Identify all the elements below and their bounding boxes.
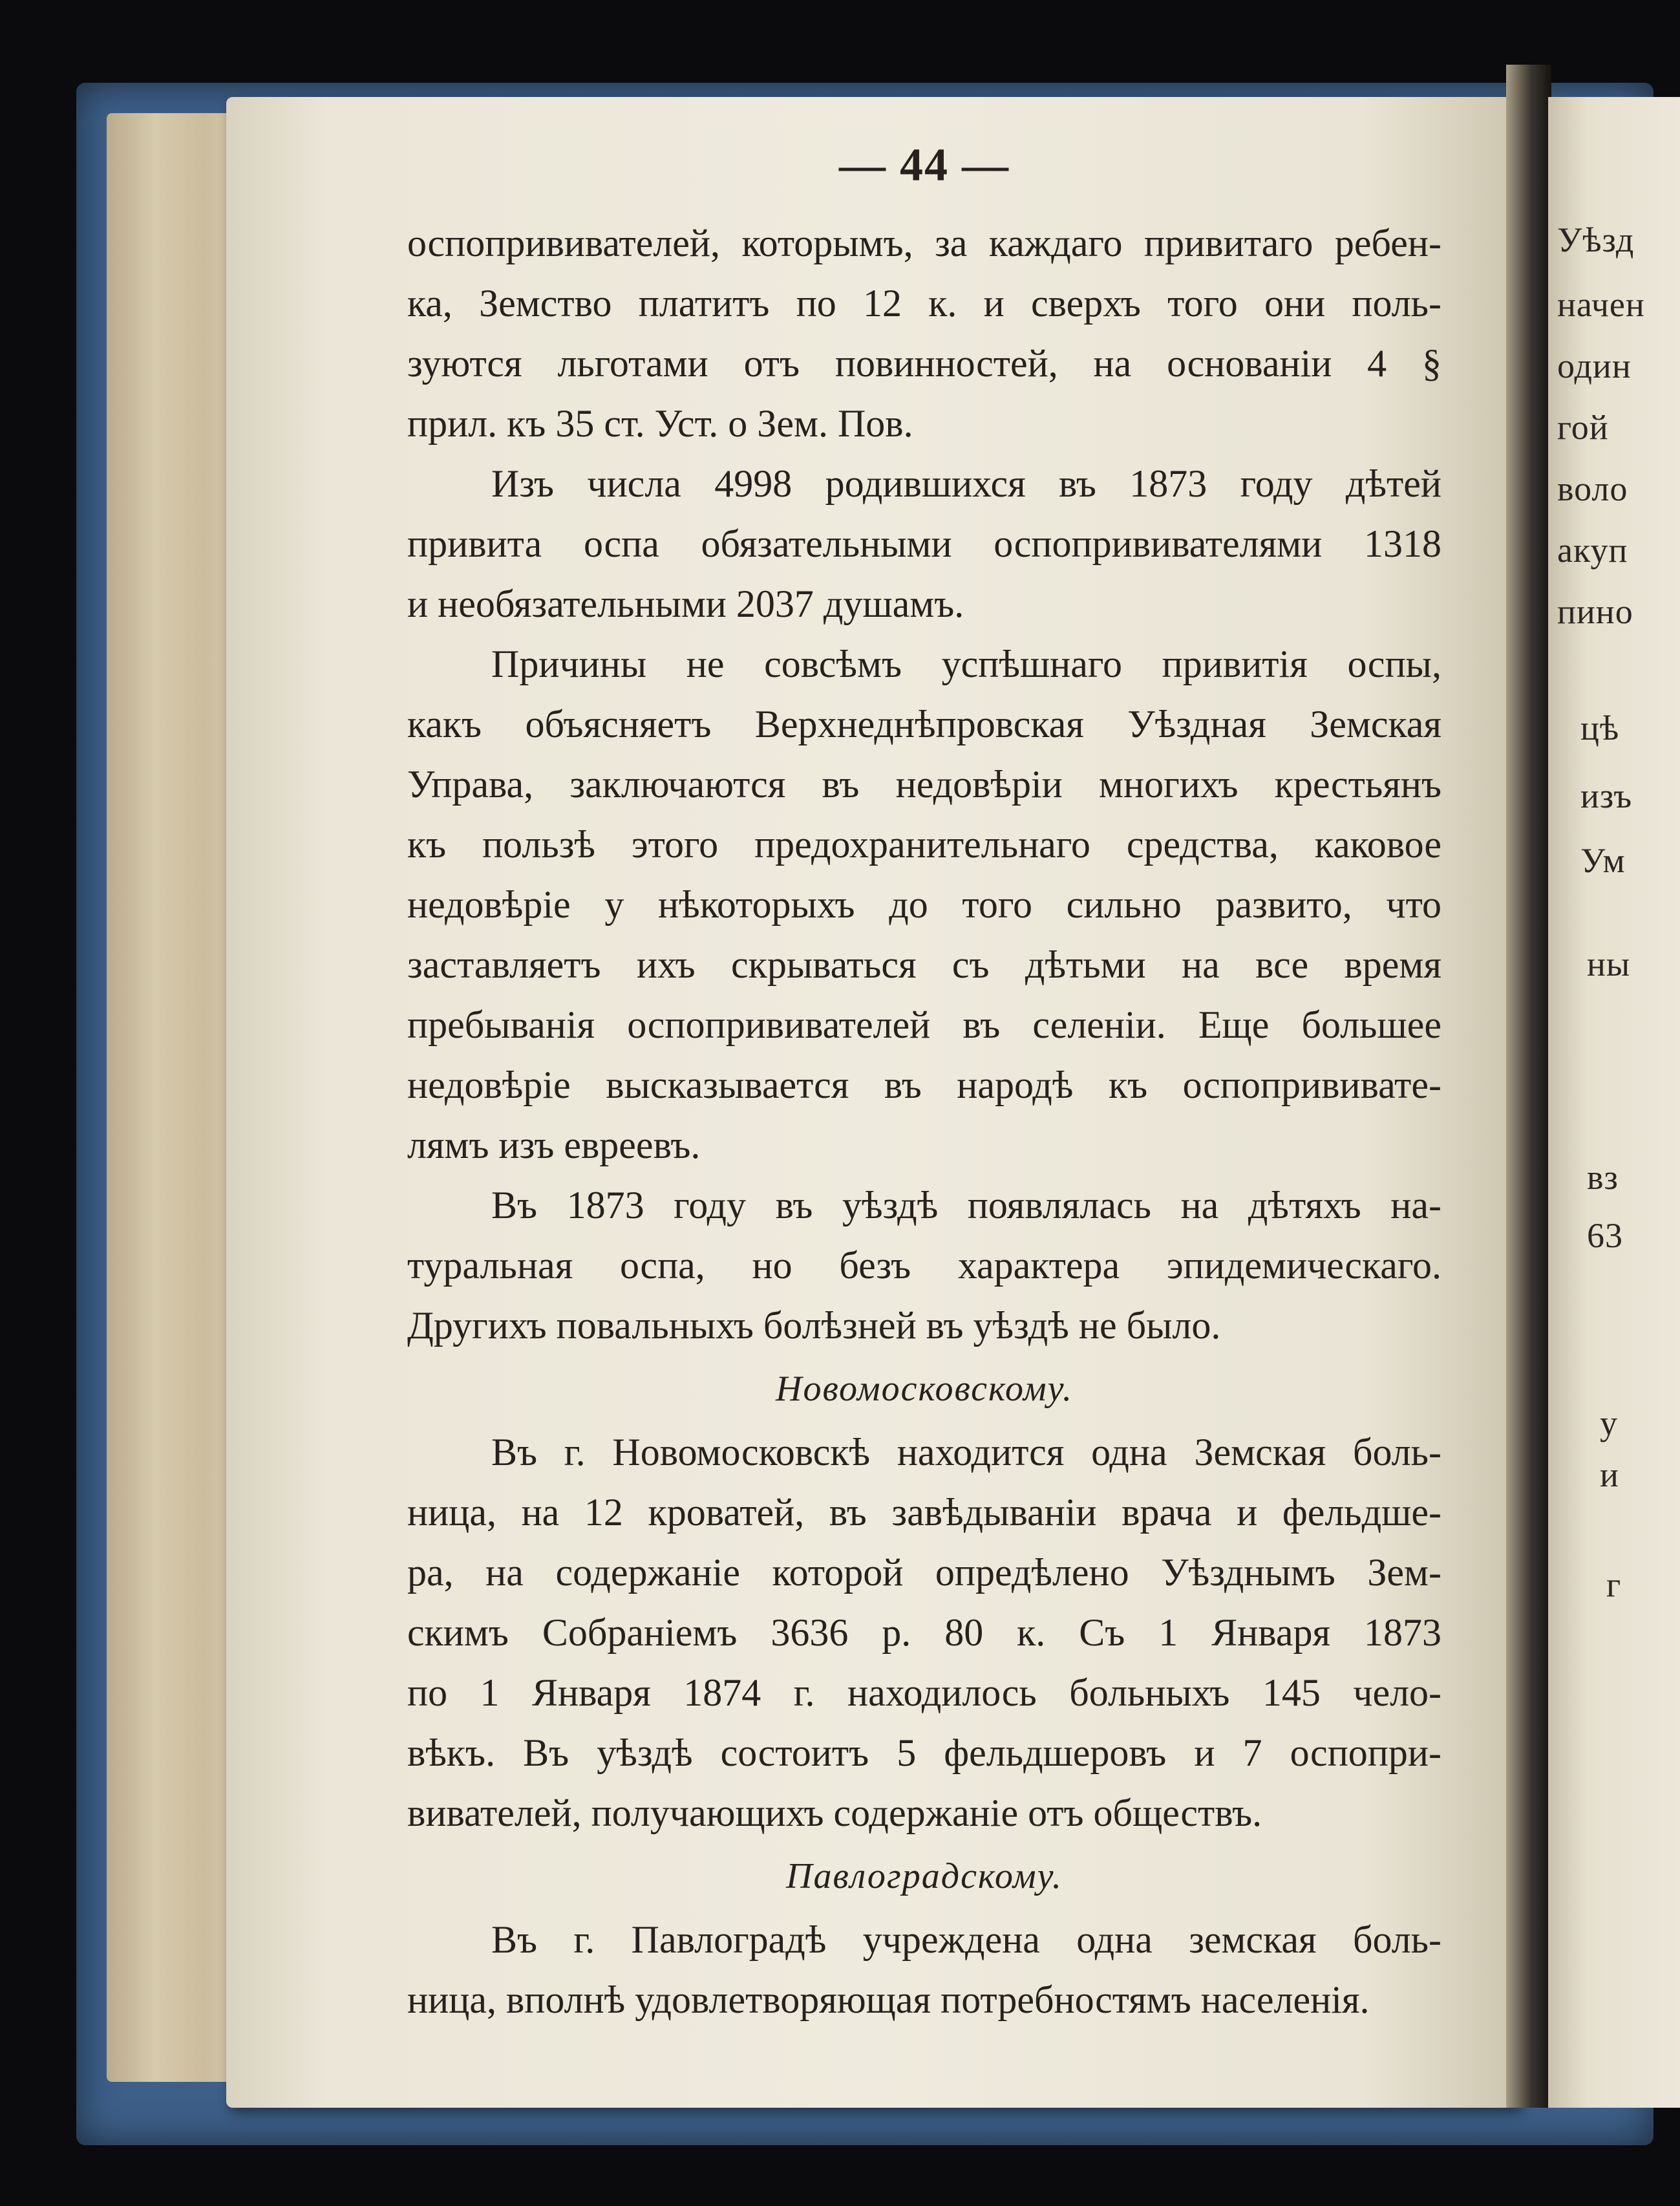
facing-fragment: ны — [1587, 945, 1631, 983]
text-line: вѣкъ. Въ уѣздѣ состоитъ 5 фельдшеровъ и 7 оспопри- — [407, 1731, 1441, 1774]
paragraph — [407, 454, 1441, 634]
text-line: лямъ изъ евреевъ. — [407, 1124, 701, 1166]
text-line: ра, на содержаніе которой опредѣлено Уѣзднымъ Зем- — [407, 1551, 1441, 1594]
facing-fragment: Ум — [1580, 841, 1626, 880]
text-line: ница, вполнѣ удовлетворяющая потребностямъ населенія. — [407, 1978, 1370, 2021]
text-line: Въ 1873 году въ уѣздѣ появлялась на дѣтяхъ на- — [491, 1184, 1441, 1226]
text-line: туральная оспа, но безъ характера эпидемическаго. — [407, 1244, 1441, 1287]
text-line: Въ г. Павлоградѣ учреждена одна земская боль- — [491, 1918, 1441, 1961]
paragraph — [407, 1422, 1441, 1843]
text-line: прил. къ 35 ст. Уст. о Зем. Пов. — [407, 402, 913, 445]
text-line: скимъ Собраніемъ 3636 р. 80 к. Съ 1 Января 1873 — [407, 1611, 1441, 1654]
facing-fragment: начен — [1557, 285, 1645, 324]
facing-fragment: гой — [1557, 408, 1609, 447]
facing-fragment: изъ — [1580, 776, 1633, 815]
paragraph — [407, 634, 1441, 1175]
facing-fragment: у — [1600, 1404, 1618, 1442]
section-heading: Новомосковскому. — [776, 1369, 1073, 1409]
paragraph — [407, 1910, 1441, 2030]
text-line: Изъ числа 4998 родившихся въ 1873 году дѣтей — [491, 462, 1441, 505]
text-line: Причины не совсѣмъ успѣшнаго привитія оспы, — [491, 643, 1441, 685]
facing-fragment: 63 — [1587, 1216, 1623, 1255]
text-line: вивателей, получающихъ содержаніе отъ обществъ. — [407, 1792, 1262, 1834]
text-line: заставляетъ ихъ скрываться съ дѣтьми на все время — [407, 943, 1441, 986]
page-number: — 44 — — [839, 139, 1010, 191]
facing-fragment: Уѣзд — [1557, 220, 1635, 259]
facing-fragment: г — [1606, 1565, 1622, 1604]
facing-fragment: воло — [1557, 469, 1628, 508]
page-text — [407, 129, 1441, 2030]
facing-fragment: вз — [1587, 1158, 1619, 1197]
facing-fragment: один — [1557, 347, 1632, 385]
facing-fragment: и — [1600, 1455, 1619, 1494]
text-line: по 1 Января 1874 г. находилось больныхъ 145 чело- — [407, 1671, 1441, 1714]
text-line: и необязательными 2037 душамъ. — [407, 583, 964, 625]
facing-page — [1548, 97, 1680, 2108]
text-line: Управа, заключаются въ недовѣріи многихъ крестьянъ — [407, 763, 1441, 806]
text-line: привита оспа обязательными оспопрививателями 1318 — [407, 522, 1441, 565]
facing-fragment: акуп — [1557, 531, 1628, 570]
text-line: Другихъ повальныхъ болѣзней въ уѣздѣ не было. — [407, 1304, 1221, 1347]
paragraph — [407, 1175, 1441, 1356]
text-line: недовѣріе у нѣкоторыхъ до того сильно развито, что — [407, 883, 1441, 926]
text-line: зуются льготами отъ повинностей, на основаніи 4 § — [407, 342, 1441, 385]
paragraph — [407, 213, 1441, 454]
text-line: Въ г. Новомосковскѣ находится одна Земская боль- — [491, 1431, 1441, 1473]
text-line: ка, Земство платитъ по 12 к. и сверхъ того они поль- — [407, 282, 1441, 325]
facing-fragment: пино — [1557, 592, 1633, 631]
text-line: оспопрививателей, которымъ, за каждаго привитаго ребен- — [407, 222, 1441, 264]
book-gutter — [1506, 65, 1551, 2108]
text-line: ница, на 12 кроватей, въ завѣдываніи врача и фельдше- — [407, 1491, 1441, 1534]
section-heading: Павлоградскому. — [786, 1856, 1063, 1896]
text-line: недовѣріе высказывается въ народѣ къ оспопрививате- — [407, 1064, 1441, 1106]
text-line: какъ объясняетъ Верхнеднѣпровская Уѣздная Земская — [407, 703, 1441, 745]
text-line: къ пользѣ этого предохранительнаго средства, каковое — [407, 823, 1441, 866]
text-line: пребыванія оспопрививателей въ селеніи. Еще большее — [407, 1003, 1441, 1046]
facing-fragment: цѣ — [1580, 709, 1620, 747]
